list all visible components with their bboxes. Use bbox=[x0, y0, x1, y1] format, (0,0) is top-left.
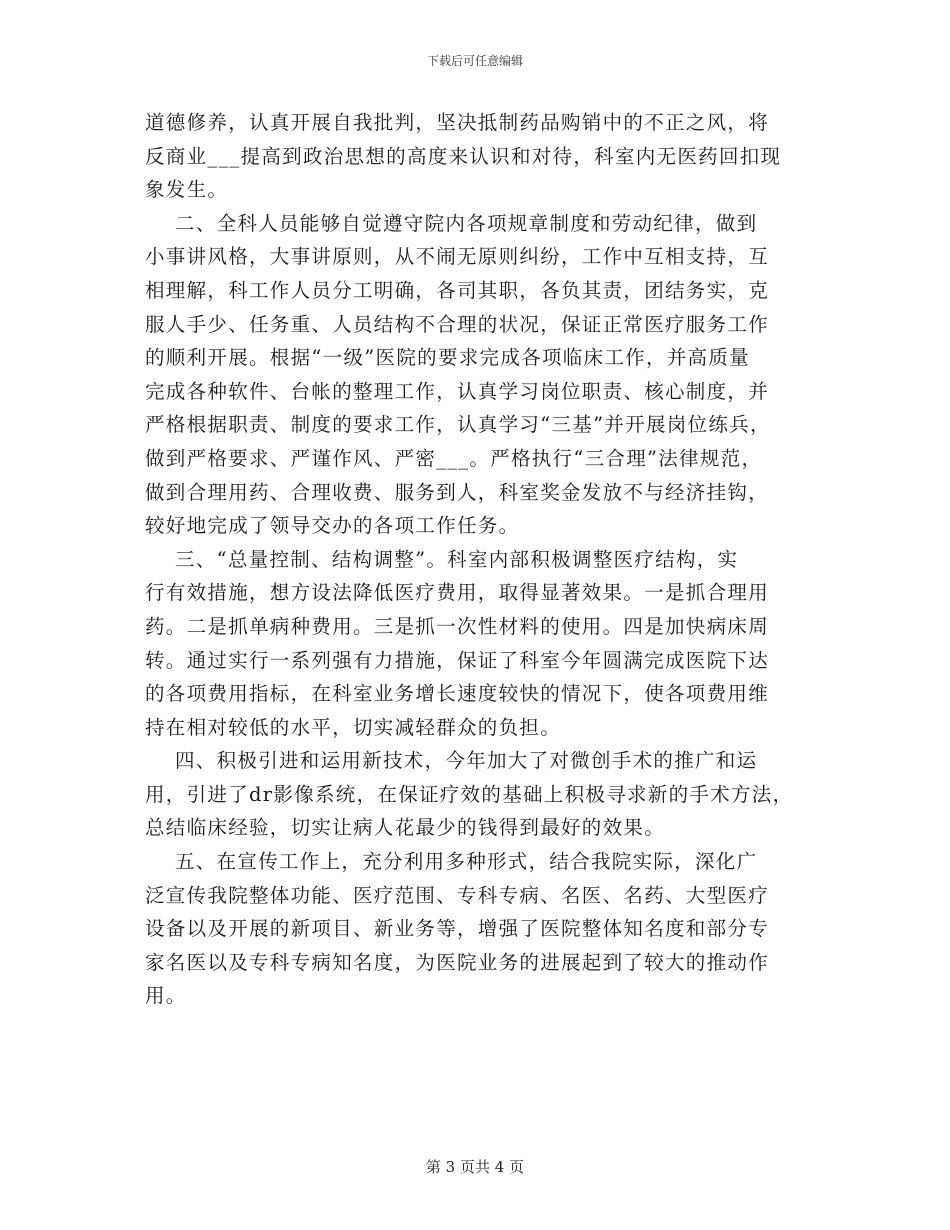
document-body bbox=[145, 106, 817, 1013]
paragraph-3: 三、“总量控制、结构调整”。科室内部积极调整医疗结构，实 行有效措施，想方设法降低医疗费用，取得显著效果。一是抓合理用 药。二是抓单病种费用。三是抓一次性材料的使用。四是加快病床周 转。通过实行一系列强有力措施，保证了科室今年圆满完成医院下达 的各项费用指标，在科室业务增长速度较快的情况下，使各项费用维 持在相对较低的水平，切实减轻群众的负担。 bbox=[145, 547, 770, 739]
page-header: 下载后可任意编辑 bbox=[426, 54, 523, 68]
paragraph-2: 二、全科人员能够自觉遵守院内各项规章制度和劳动纪律，做到 小事讲风格，大事讲原则，从不闹无原则纠纷，工作中互相支持，互 相理解，科工作人员分工明确，各司其职，各负其责，团结务实，克 服人手少、任务重、人员结构不合理的状况，保证正常医疗服务工作 的顺利开展。根据“一级”医院的要求完成各项临床工作，并高质量 完成各种软件、台帐的整理工作，认真学习岗位职责、核心制度，并 严格根据职责、制度的要求工作，认真学习“三基”并开展岗位练兵， 做到严格要求、严谨作风、严密___。严格执行“三合理”法律规范， 做到合理用药、合理收费、服务到人，科室奖金发放不与经济挂钩， 较好地完成了领导交办的各项工作任务。 bbox=[145, 211, 771, 538]
page-number-footer: 第 3 页共 4 页 bbox=[425, 1158, 525, 1176]
paragraph-5: 五、在宣传工作上，充分利用多种形式，结合我院实际，深化广 泛宣传我院整体功能、医疗范围、专科专病、名医、名药、大型医疗 设备以及开展的新项目、新业务等，增强了医院整体知名度和部分专 家名医以及专科专病知名度，为医院业务的进展起到了较大的推动作 用。 bbox=[145, 850, 770, 1008]
paragraph-1: 道德修养，认真开展自我批判，坚决抵制药品购销中的不正之风，将 反商业___提高到政治思想的高度来认识和对待，科室内无医药回扣现 象发生。 bbox=[145, 111, 782, 202]
paragraph-4: 四、积极引进和运用新技术，今年加大了对微创手术的推广和运 用，引进了dr影像系统，在保证疗效的基础上积极寻求新的手术方法， 总结临床经验，切实让病人花最少的钱得到最好的效果。 bbox=[145, 749, 794, 840]
